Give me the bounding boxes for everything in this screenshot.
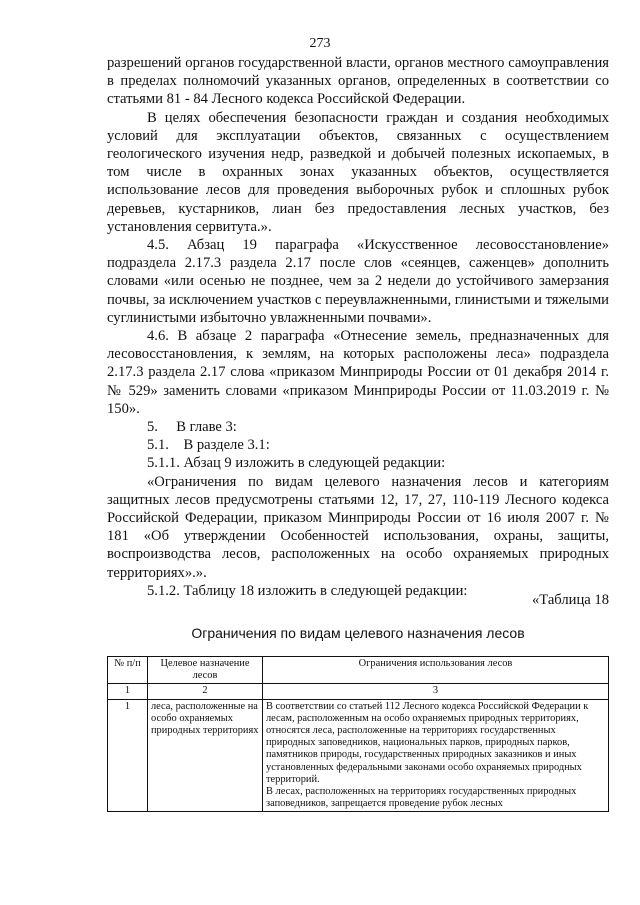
- table-title: Ограничения по видам целевого назначения лесов: [191, 625, 525, 641]
- row-number-cell: 1: [108, 699, 148, 812]
- paragraph: разрешений органов государственной власти, органов местного самоуправления в пределах полномочий указанных органов, определенных в соответствии со статьями 81 - 84 Лесного кодекса Российской Федерации.: [107, 55, 609, 108]
- restriction-text: В соответствии со статьей 112 Лесного кодекса Российской Федерации к лесам, расположенным на особо охраняемых природных территориях, относятся леса, расположенные на территориях государственных природных заповедников, национальных парков, природных парков, памятников природы, государственных природных заказников и иных установленных федеральными законами особо охраняемых природных территорий.: [266, 700, 589, 785]
- paragraph: 4.5. Абзац 19 параграфа «Искусственное лесовосстановление» подраздела 2.17.3 раздела 2.17 после слов «сеянцев, саженцев» дополнить словами «или осенью не позднее, чем за 2 недели до устойчивого замерзания почвы, за исключением участков с переувлажненными, глинистыми и тяжелыми суглинистыми избыточно увлажненными почвами».: [107, 237, 609, 326]
- index-cell: 2: [148, 684, 263, 699]
- restrictions-table: [107, 656, 609, 812]
- body-text: [107, 54, 609, 600]
- purpose-cell: леса, расположенные на особо охраняемых природных территориях: [148, 699, 263, 812]
- paragraph: В целях обеспечения безопасности граждан и создания необходимых условий для эксплуатации объектов, связанных с осуществлением геологического изучения недр, разведкой и добычей полезных ископаемых, в том числе в охранных зонах указанных объектов, осуществляется использование лесов для проведения выборочных рубок и сплошных рубок деревьев, кустарников, лиан без предоставления лесных участков, без установления сервитута.».: [107, 109, 609, 235]
- paragraph: 5.1.1. Абзац 9 изложить в следующей редакции:: [147, 455, 446, 472]
- header-cell-purpose: Целевое назначение лесов: [148, 657, 263, 684]
- paragraph: 5.1.2. Таблицу 18 изложить в следующей редакции:: [147, 582, 468, 599]
- table-row: [108, 699, 609, 812]
- page-number: 273: [309, 36, 331, 51]
- paragraph: 5. В главе 3:: [147, 419, 237, 436]
- table-index-row: [108, 684, 609, 699]
- table-label: «Таблица 18: [531, 592, 609, 608]
- index-cell: 1: [108, 684, 148, 699]
- restriction-text: В лесах, расположенных на территориях государственных природных заповедников, запрещается проведение рубок лесных: [266, 786, 577, 810]
- header-cell-number: № п/п: [108, 657, 148, 684]
- table-header-row: [108, 657, 609, 684]
- index-cell: 3: [263, 684, 609, 699]
- paragraph: «Ограничения по видам целевого назначения лесов и категориям защитных лесов предусмотрены статьями 12, 17, 27, 110-119 Лесного кодекса Российской Федерации, приказом Минприроды России от 16 июля 2007 г. № 181 «Об утверждении Особенностей использования, охраны, защиты, воспроизводства лесов, расположенных на особо охраняемых природных территориях».».: [107, 473, 609, 581]
- restrictions-cell: [263, 699, 609, 812]
- header-cell-restrictions: Ограничения использования лесов: [263, 657, 609, 684]
- paragraph: 5.1. В разделе 3.1:: [147, 437, 270, 454]
- paragraph: 4.6. В абзаце 2 параграфа «Отнесение земель, предназначенных для лесовосстановления, к землям, на которых расположены леса» подраздела 2.17.3 раздела 2.17 слова «приказом Минприроды России от 01 декабря 2014 г. № 529» заменить словами «приказом Минприроды России от 11.03.2019 г. № 150».: [107, 328, 609, 417]
